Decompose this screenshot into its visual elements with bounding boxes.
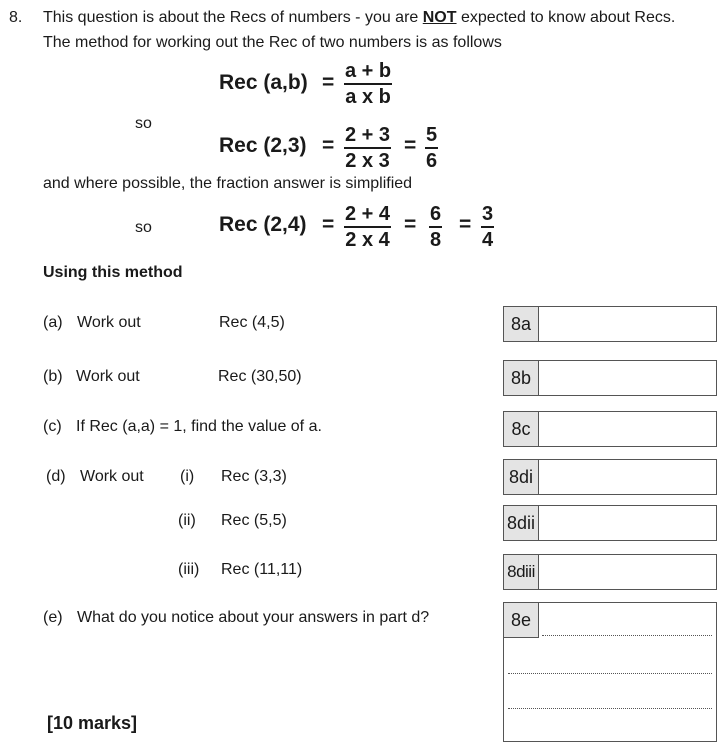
part-b-text: Work out <box>76 368 140 385</box>
formula-general-label: Rec (a,b) <box>219 71 308 94</box>
answer-field[interactable] <box>539 361 716 395</box>
answer-field[interactable] <box>539 460 716 494</box>
fraction-denominator: 8 <box>430 229 442 251</box>
formula-example1-equals-2: = <box>404 134 417 157</box>
part-d-iii-label: (iii) <box>178 561 200 578</box>
answer-line-1[interactable] <box>542 635 712 636</box>
answer-field[interactable] <box>539 412 716 446</box>
formula-example2-fraction <box>344 203 391 251</box>
simplified-line: and where possible, the fraction answer is simplified <box>43 175 413 192</box>
formula-example1-result <box>425 124 438 172</box>
part-d-ii-label: (ii) <box>178 512 196 529</box>
answer-box-label: 8e <box>504 603 539 638</box>
answer-line-3[interactable] <box>508 708 712 709</box>
intro-not: NOT <box>422 9 457 26</box>
intro-post: expected to know about Recs. <box>456 9 676 26</box>
so-label-1: so <box>135 115 152 132</box>
question-number: 8. <box>9 9 23 26</box>
answer-box-8c[interactable] <box>503 411 717 447</box>
part-d-i-label: (i) <box>180 468 195 485</box>
formula-example2-equals-3: = <box>459 213 472 236</box>
formula-example2-equals-2: = <box>404 213 417 236</box>
fraction-denominator: 4 <box>482 229 494 251</box>
answer-box-8e[interactable] <box>503 602 717 742</box>
answer-box-label: 8dii <box>504 506 539 540</box>
answer-box-8dii[interactable] <box>503 505 717 541</box>
part-d-i-expr: Rec (3,3) <box>221 468 287 485</box>
fraction-numerator: 5 <box>425 124 438 149</box>
formula-example2-label: Rec (2,4) <box>219 213 307 236</box>
so-label-2: so <box>135 219 152 236</box>
fraction-numerator: 2 + 3 <box>344 124 391 149</box>
intro-pre: This question is about the Recs of numbers - you are <box>43 9 423 26</box>
formula-example1-label: Rec (2,3) <box>219 134 307 157</box>
answer-field[interactable] <box>539 555 716 589</box>
fraction-denominator: 2 x 4 <box>345 229 390 251</box>
part-d-text: Work out <box>80 468 144 485</box>
part-b-label: (b) <box>43 368 63 385</box>
part-d-ii-expr: Rec (5,5) <box>221 512 287 529</box>
part-c-text: If Rec (a,a) = 1, find the value of a. <box>76 418 322 435</box>
part-d-iii-expr: Rec (11,11) <box>221 561 303 578</box>
answer-field[interactable] <box>539 506 716 540</box>
answer-box-8b[interactable] <box>503 360 717 396</box>
answer-box-label: 8diii <box>504 555 539 589</box>
formula-general-equals: = <box>322 71 335 94</box>
part-a-expr: Rec (4,5) <box>219 314 285 331</box>
formula-general-fraction <box>344 60 392 108</box>
answer-field[interactable] <box>539 307 716 341</box>
fraction-numerator: 2 + 4 <box>344 203 391 228</box>
formula-example2-mid <box>429 203 442 251</box>
answer-box-8di[interactable] <box>503 459 717 495</box>
using-method-heading: Using this method <box>43 264 183 281</box>
intro-line <box>43 9 675 27</box>
part-a-text: Work out <box>77 314 141 331</box>
fraction-denominator: 6 <box>426 150 438 172</box>
formula-example1-equals-1: = <box>322 134 335 157</box>
fraction-numerator: a + b <box>344 60 392 85</box>
part-e-text: What do you notice about your answers in part d? <box>77 609 430 626</box>
marks-label: [10 marks] <box>47 713 138 733</box>
part-e-label: (e) <box>43 609 63 626</box>
part-a-label: (a) <box>43 314 63 331</box>
answer-line-2[interactable] <box>508 673 712 674</box>
fraction-numerator: 6 <box>429 203 442 228</box>
answer-box-label: 8b <box>504 361 539 395</box>
fraction-denominator: 2 x 3 <box>345 150 390 172</box>
answer-box-label: 8di <box>504 460 539 494</box>
fraction-denominator: a x b <box>345 86 391 108</box>
answer-box-8diii[interactable] <box>503 554 717 590</box>
formula-example2-result <box>481 203 494 251</box>
part-c-label: (c) <box>43 418 62 435</box>
formula-example1-fraction <box>344 124 391 172</box>
method-line: The method for working out the Rec of two numbers is as follows <box>43 34 502 51</box>
answer-box-label: 8a <box>504 307 539 341</box>
answer-box-label: 8c <box>504 412 539 446</box>
fraction-numerator: 3 <box>481 203 494 228</box>
part-b-expr: Rec (30,50) <box>218 368 302 385</box>
part-d-label: (d) <box>46 468 66 485</box>
formula-example2-equals-1: = <box>322 213 335 236</box>
answer-box-8a[interactable] <box>503 306 717 342</box>
